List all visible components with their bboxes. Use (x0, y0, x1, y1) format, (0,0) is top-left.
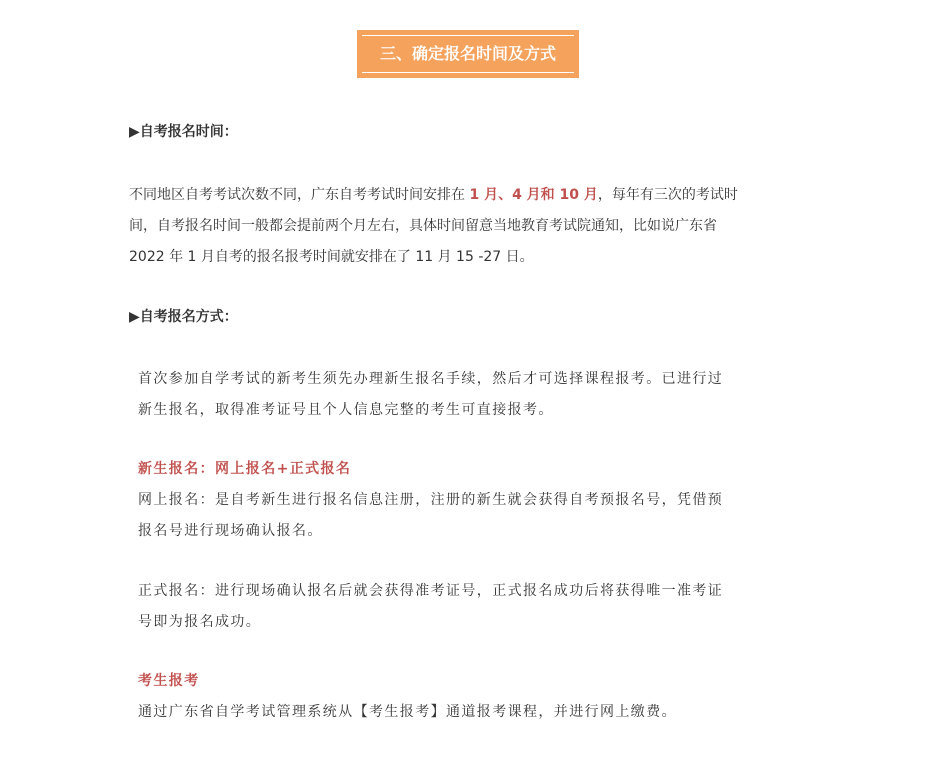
method-intro-line-2: 新生报名，取得准考证号且个人信息完整的考生可直接报考。 (138, 402, 554, 418)
online-registration-line-1: 网上报名：是自考新生进行报名信息注册，注册的新生就会获得自考预报名号，凭借预 (138, 492, 724, 508)
exam-months-highlight: 1 月、4 月和 10 月 (469, 187, 598, 203)
time-heading: ▶自考报名时间： (129, 124, 238, 140)
new-student-heading: 新生报名：网上报名+正式报名 (138, 461, 352, 477)
online-registration-line-2: 报名号进行现场确认报名。 (138, 523, 323, 539)
section-title-badge (357, 30, 579, 78)
time-paragraph-line-3: 2022 年 1 月自考的报名报考时间就安排在了 11 月 15 -27 日。 (129, 249, 534, 265)
formal-registration-line-1: 正式报名：进行现场确认报名后就会获得准考证号，正式报名成功后将获得唯一准考证 (138, 583, 724, 599)
formal-registration-line-2: 号即为报名成功。 (138, 614, 262, 630)
new-student-section (138, 454, 723, 547)
time-text: ，每年有三次的考试时 (597, 187, 738, 203)
method-intro (138, 364, 723, 426)
exam-registration-section (138, 666, 677, 728)
method-intro-line-1: 首次参加自学考试的新考生须先办理新生报名手续，然后才可选择课程报考。已进行过 (138, 371, 724, 387)
time-text: 不同地区自考考试次数不同，广东自考考试时间安排在 (129, 187, 470, 203)
exam-registration-heading: 考生报考 (138, 673, 200, 689)
formal-registration (138, 576, 723, 638)
section-title: 三、确定报名时间及方式 (379, 44, 556, 63)
method-heading: ▶自考报名方式： (129, 309, 238, 325)
time-paragraph (129, 180, 738, 273)
time-paragraph-line-1 (129, 180, 738, 211)
exam-registration-line-1: 通过广东省自学考试管理系统从【考生报考】通道报考课程，并进行网上缴费。 (138, 704, 677, 720)
time-paragraph-line-2: 间，自考报名时间一般都会提前两个月左右，具体时间留意当地教育考试院通知，比如说广东省 (129, 218, 717, 234)
